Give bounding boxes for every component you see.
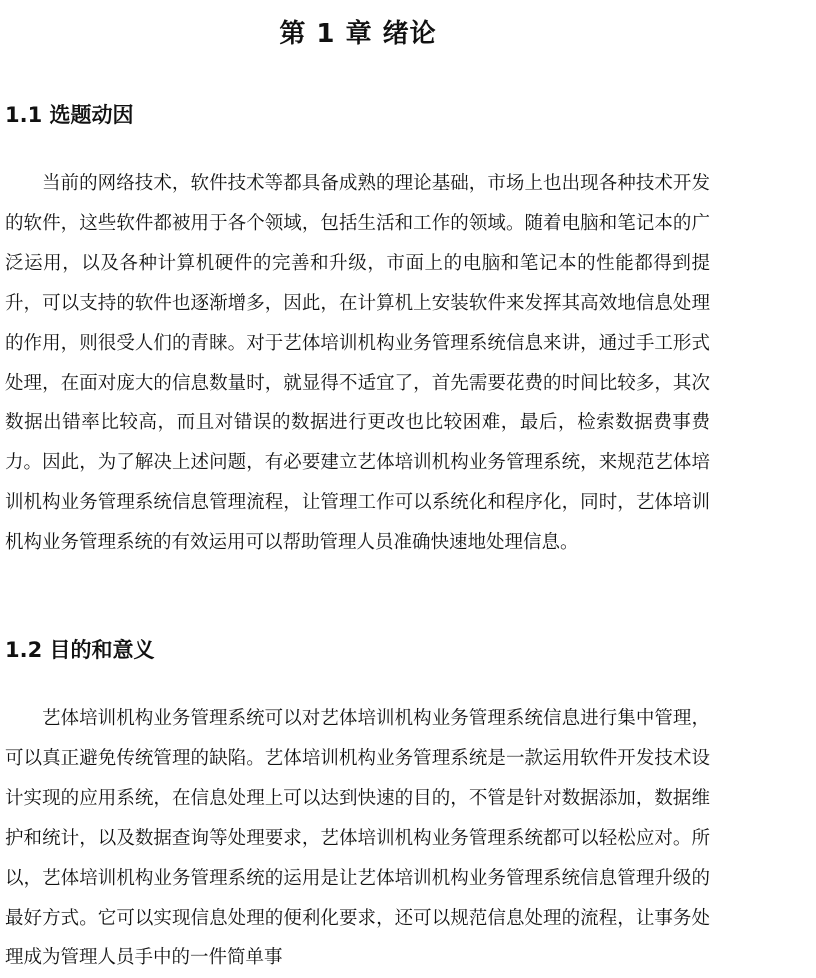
section-heading-1-2: 1.2 目的和意义: [5, 638, 155, 662]
section-paragraph-1-2: 艺体培训机构业务管理系统可以对艺体培训机构业务管理系统信息进行集中管理，可以真正避免传统管理的缺陷。艺体培训机构业务管理系统是一款运用软件开发技术设计实现的应用系统，在信息处理上可以达到快速的目的，不管是针对数据添加，数据维护和统计，以及数据查询等处理要求，艺体培训机构业务管理系统都可以轻松应对。所以，艺体培训机构业务管理系统的运用是让艺体培训机构业务管理系统信息管理升级的最好方式。它可以实现信息处理的便利化要求，还可以规范信息处理的流程，让事务处理成为管理人员手中的一件简单事: [5, 708, 710, 969]
section-heading-1-1: 1.1 选题动因: [5, 103, 134, 127]
chapter-title: 第 1 章 绪论: [279, 19, 437, 49]
section-paragraph-1-1: 当前的网络技术，软件技术等都具备成熟的理论基础，市场上也出现各种技术开发的软件，这些软件都被用于各个领域，包括生活和工作的领域。随着电脑和笔记本的广泛运用，以及各种计算机硬件的完善和升级，市面上的电脑和笔记本的性能都得到提升，可以支持的软件也逐渐增多，因此，在计算机上安装软件来发挥其高效地信息处理的作用，则很受人们的青睐。对于艺体培训机构业务管理系统信息来讲，通过手工形式处理，在面对庞大的信息数量时，就显得不适宜了，首先需要花费的时间比较多，其次数据出错率比较高，而且对错误的数据进行更改也比较困难，最后，检索数据费事费力。因此，为了解决上述问题，有必要建立艺体培训机构业务管理系统，来规范艺体培训机构业务管理系统信息管理流程，让管理工作可以系统化和程序化，同时，艺体培训机构业务管理系统的有效运用可以帮助管理人员准确快速地处理信息。: [5, 173, 710, 554]
